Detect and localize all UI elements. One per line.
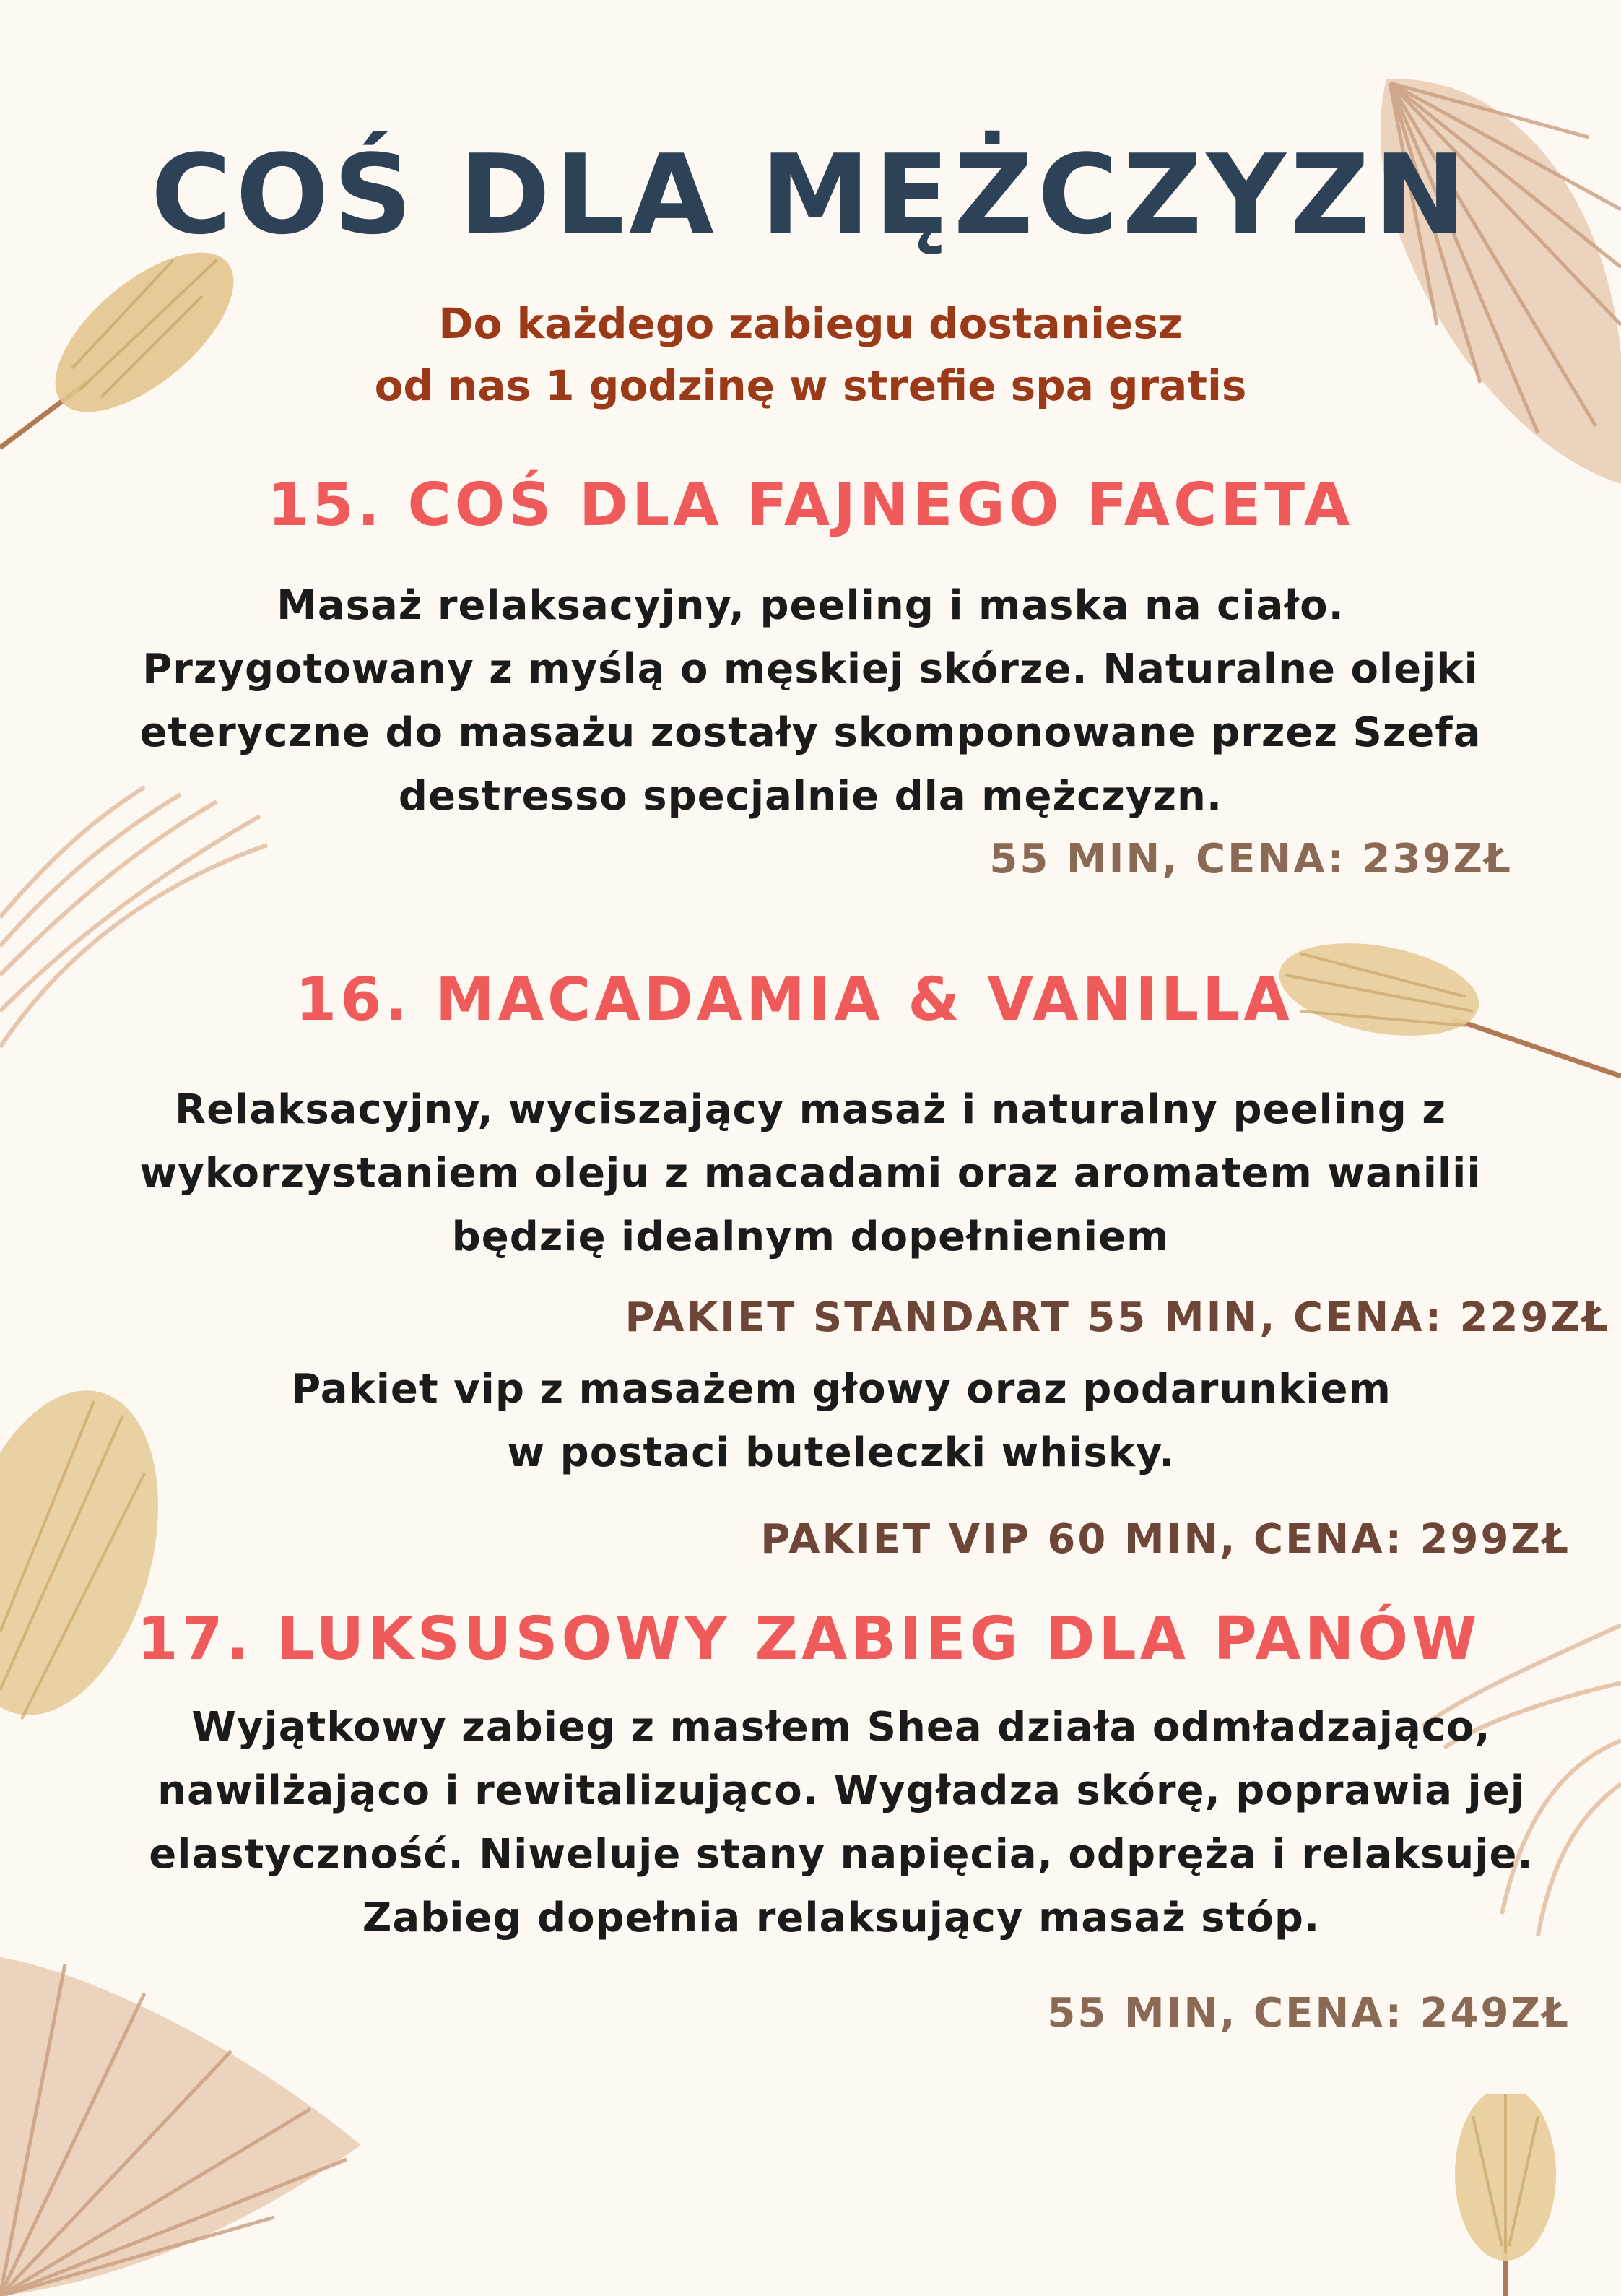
description-line: Przygotowany z myślą o męskiej skórze. Naturalne olejki <box>142 646 1479 693</box>
description-line: elastyczność. Niweluje stany napięcia, odpręża i relaksuje. <box>149 1831 1534 1878</box>
section-15-description <box>0 574 1621 828</box>
section-16-heading: 16. MACADAMIA & VANILLA <box>295 966 1293 1034</box>
subtitle-line: Do każdego zabiegu dostaniesz <box>438 299 1183 348</box>
section-15-price: 55 MIN, CENA: 239ZŁ <box>989 836 1513 883</box>
section-16-description <box>0 1078 1621 1269</box>
description-line: destresso specjalnie dla mężczyzn. <box>398 773 1223 820</box>
description-line: Masaż relaksacyjny, peeling i maska na ciało. <box>277 582 1344 629</box>
subtitle-line: od nas 1 godzinę w strefie spa gratis <box>374 361 1247 410</box>
section-16-vip-price: PAKIET VIP 60 MIN, CENA: 299ZŁ <box>760 1516 1570 1563</box>
palm-leaf-bottom-left-icon <box>0 1928 361 2296</box>
section-16-standard-price: PAKIET STANDART 55 MIN, CENA: 229ZŁ <box>625 1294 1610 1341</box>
page-title: COŚ DLA MĘŻCZYZN <box>150 131 1471 259</box>
description-line: wykorzystaniem oleju z macadami oraz aromatem wanilii <box>139 1150 1482 1197</box>
description-line: Relaksacyjny, wyciszający masaż i naturalny peeling z <box>175 1086 1446 1133</box>
description-line: Zabieg dopełnia relaksujący masaż stóp. <box>362 1894 1321 1941</box>
description-line: w postaci buteleczki whisky. <box>507 1429 1175 1476</box>
bunny-tail-grass-bottom-right-icon <box>1444 2094 1621 2296</box>
description-line: Wyjątkowy zabieg z masłem Shea działa odmładzająco, <box>191 1704 1491 1751</box>
description-line: eteryczne do masażu zostały skomponowane przez Szefa <box>139 709 1482 756</box>
description-line: Pakiet vip z masażem głowy oraz podarunkiem <box>291 1366 1391 1413</box>
subtitle <box>0 293 1621 417</box>
section-16-vip-description <box>0 1358 1621 1485</box>
description-line: nawilżająco i rewitalizująco. Wygładza skórę, poprawia jej <box>157 1767 1525 1814</box>
description-line: będzię idealnym dopełnieniem <box>451 1213 1170 1260</box>
section-17-heading: 17. LUKSUSOWY ZABIEG DLA PANÓW <box>136 1605 1481 1673</box>
palm-leaf-top-right-icon <box>1357 51 1621 498</box>
section-15-heading: 15. COŚ DLA FAJNEGO FACETA <box>267 471 1354 540</box>
section-17-description <box>0 1696 1621 1950</box>
section-17-price: 55 MIN, CENA: 249ZŁ <box>1047 1990 1570 2037</box>
